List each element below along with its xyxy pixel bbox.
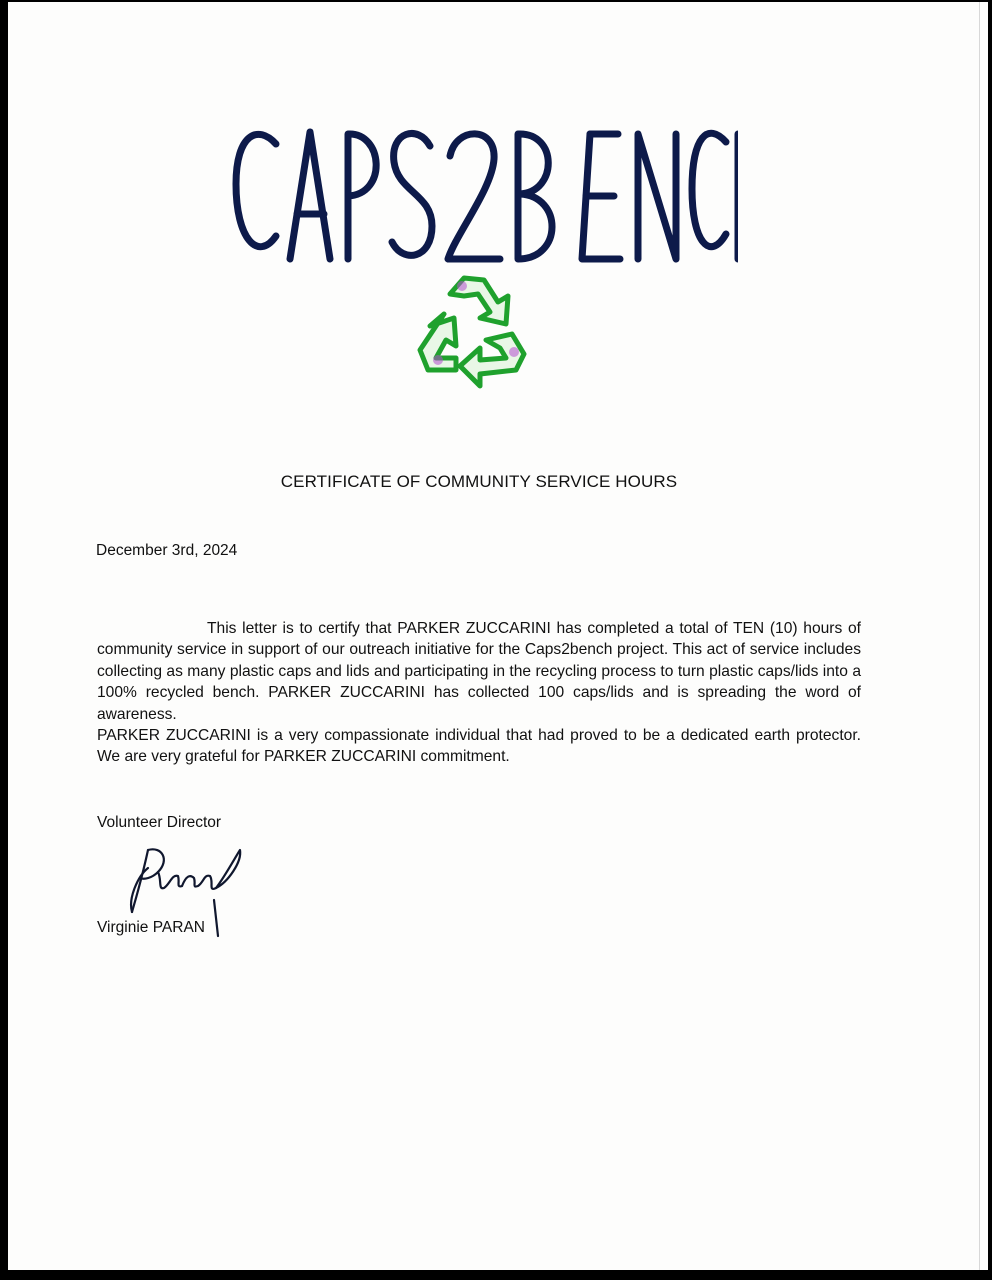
body-paragraph: This letter is to certify that PARKER ZUCCARINI has completed a total of TEN (10) hours of community service in support of our outreach initiative for the Caps2bench project. This act of service includes collecting as many plastic caps and lids and participating in the recycling process to turn plastic caps/lids into a 100% recycled bench. PARKER ZUCCARINI has collected 100 caps/lids and is spreading the word of awareness.: [97, 620, 861, 723]
recycle-icon: [406, 270, 534, 394]
certificate-page: [8, 2, 988, 1270]
issue-date: December 3rd, 2024: [96, 542, 238, 559]
certificate-title: CERTIFICATE OF COMMUNITY SERVICE HOURS: [280, 472, 678, 491]
caps2bench-logo: [218, 114, 738, 274]
body-paragraph: PARKER ZUCCARINI is a very compassionate individual that had proved to be a dedicated earth protector. We are very grateful for PARKER ZUCCARINI commitment.: [97, 727, 861, 766]
certificate-body: [97, 618, 861, 768]
signatory-name: Virginie PARAN: [97, 919, 205, 936]
signatory-role: Volunteer Director: [97, 814, 222, 831]
scan-edge-line: [979, 2, 980, 1270]
